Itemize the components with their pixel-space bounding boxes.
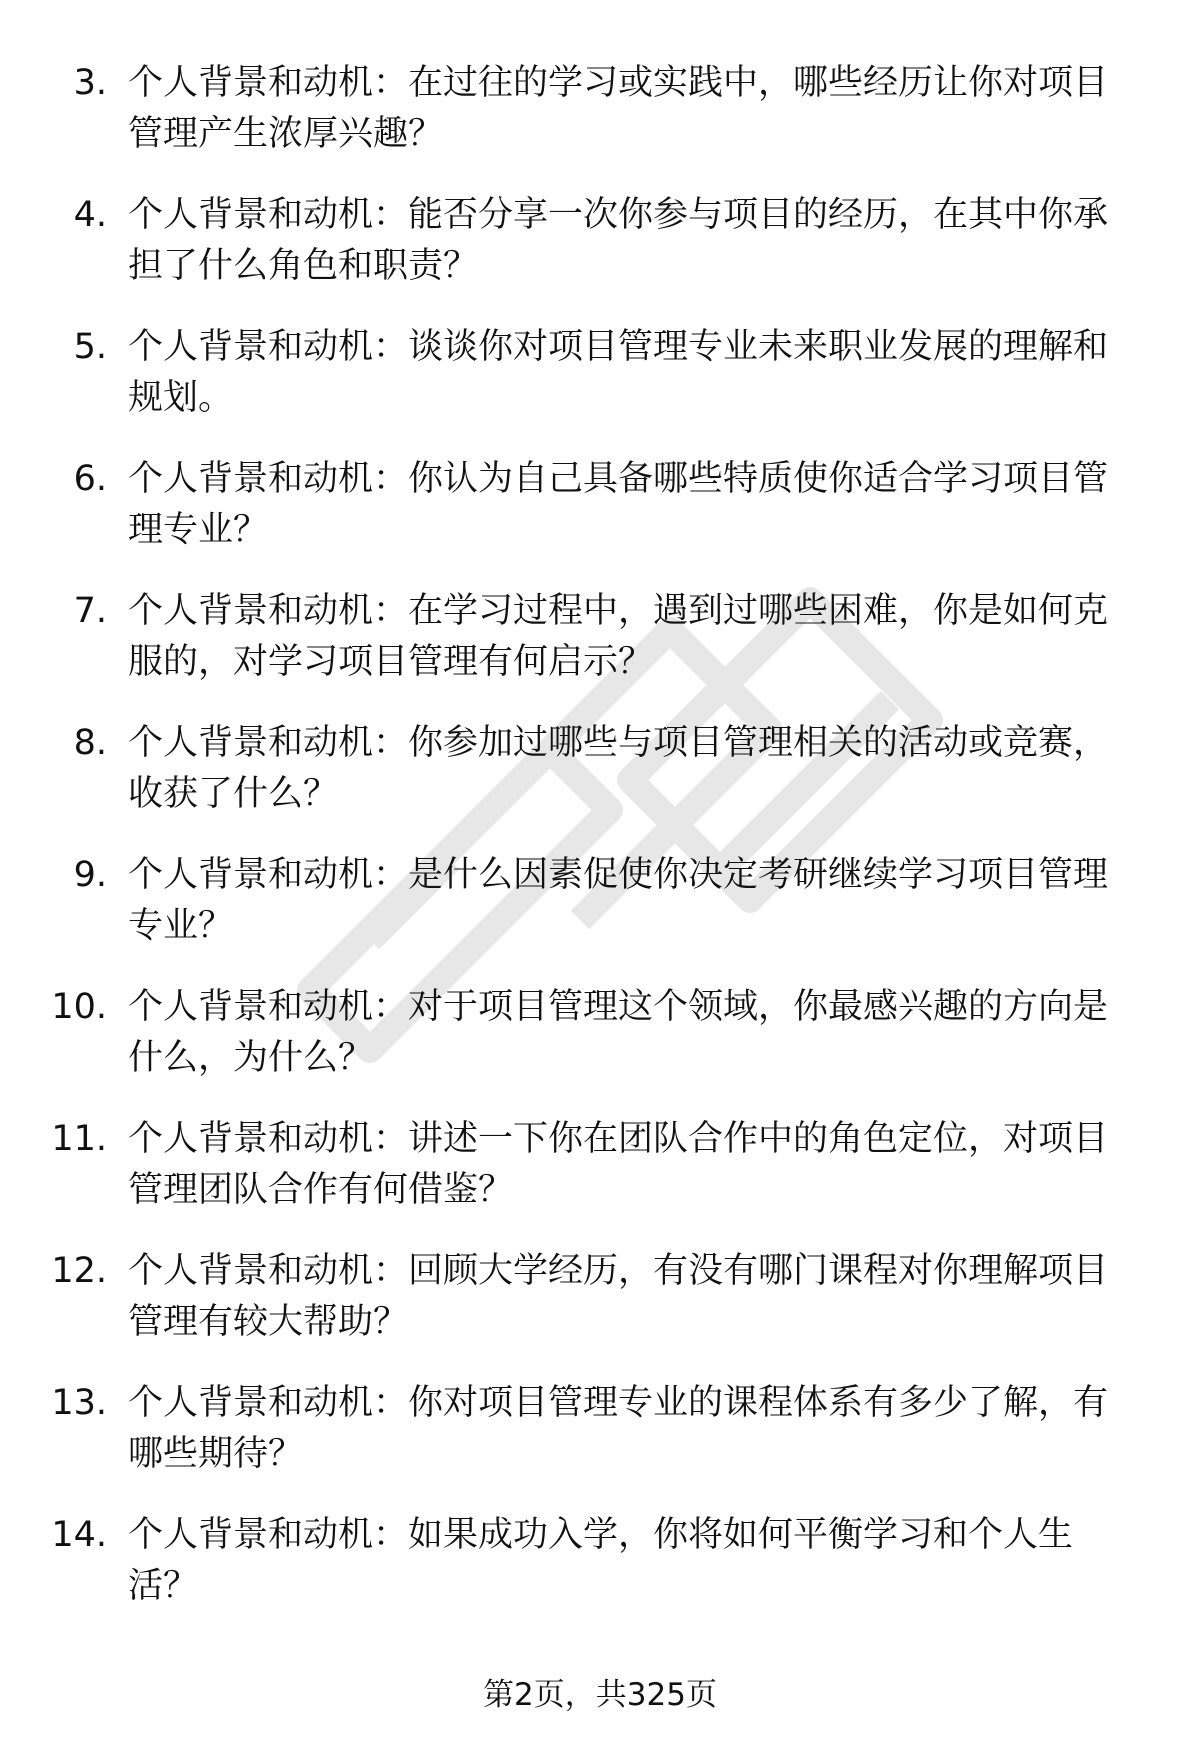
question-number: 12. xyxy=(51,1251,107,1291)
question-text: 个人背景和动机：你参加过哪些与项目管理相关的活动或竞赛，收获了什么？ xyxy=(128,723,1109,814)
question-number: 10. xyxy=(51,987,107,1027)
question-item xyxy=(0,718,1200,850)
question-list xyxy=(0,58,1200,1642)
question-item xyxy=(0,454,1200,586)
question-number: 8. xyxy=(73,723,107,763)
question-text: 个人背景和动机：在学习过程中，遇到过哪些困难，你是如何克服的，对学习项目管理有何启示？ xyxy=(128,591,1109,682)
question-number: 13. xyxy=(51,1383,107,1423)
question-number: 5. xyxy=(73,327,107,367)
question-number: 7. xyxy=(73,591,107,631)
question-number: 14. xyxy=(51,1515,107,1555)
question-number: 9. xyxy=(73,855,107,895)
question-text: 个人背景和动机：如果成功入学，你将如何平衡学习和个人生活？ xyxy=(128,1515,1074,1606)
question-number: 11. xyxy=(51,1119,107,1159)
question-text: 个人背景和动机：在过往的学习或实践中，哪些经历让你对项目管理产生浓厚兴趣？ xyxy=(128,63,1109,154)
question-text: 个人背景和动机：对于项目管理这个领域，你最感兴趣的方向是什么，为什么？ xyxy=(128,987,1109,1078)
question-item xyxy=(0,982,1200,1114)
page-number-footer: 第2页，共325页 xyxy=(483,1677,717,1713)
question-item xyxy=(0,190,1200,322)
question-text: 个人背景和动机：讲述一下你在团队合作中的角色定位，对项目管理团队合作有何借鉴？ xyxy=(128,1119,1109,1210)
question-item xyxy=(0,586,1200,718)
question-item xyxy=(0,1378,1200,1510)
question-text: 个人背景和动机：你对项目管理专业的课程体系有多少了解，有哪些期待？ xyxy=(128,1383,1109,1474)
question-text: 个人背景和动机：你认为自己具备哪些特质使你适合学习项目管理专业？ xyxy=(128,459,1109,550)
question-number: 4. xyxy=(73,195,107,235)
question-text: 个人背景和动机：谈谈你对项目管理专业未来职业发展的理解和规划。 xyxy=(128,327,1109,418)
question-number: 3. xyxy=(73,63,107,103)
question-item xyxy=(0,58,1200,190)
question-text: 个人背景和动机：回顾大学经历，有没有哪门课程对你理解项目管理有较大帮助？ xyxy=(128,1251,1109,1342)
question-item xyxy=(0,1246,1200,1378)
question-text: 个人背景和动机：是什么因素促使你决定考研继续学习项目管理专业？ xyxy=(128,855,1109,946)
question-item xyxy=(0,850,1200,982)
question-text: 个人背景和动机：能否分享一次你参与项目的经历，在其中你承担了什么角色和职责？ xyxy=(128,195,1109,286)
question-item xyxy=(0,1510,1200,1642)
question-number: 6. xyxy=(73,459,107,499)
question-item xyxy=(0,322,1200,454)
question-item xyxy=(0,1114,1200,1246)
